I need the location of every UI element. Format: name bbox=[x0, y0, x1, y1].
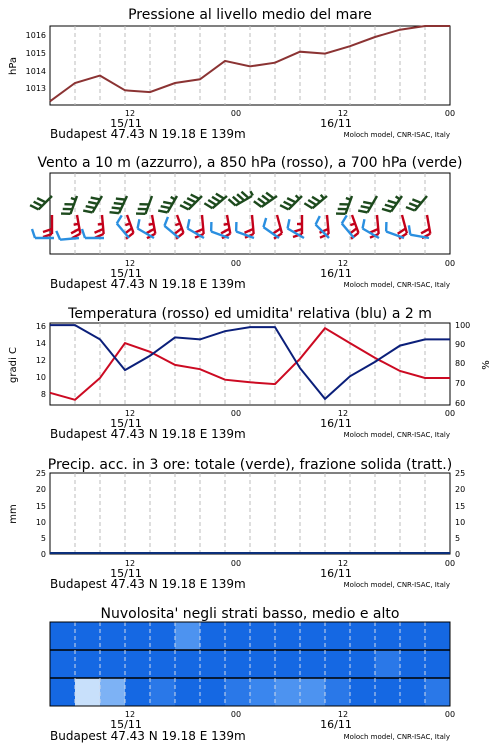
cloud-cell bbox=[275, 622, 301, 650]
precip-ytick: 5 bbox=[40, 534, 46, 543]
temp-ytick: 14 bbox=[35, 339, 46, 348]
location-label: Budapest 47.43 N 19.18 E 139m bbox=[50, 127, 246, 141]
wind-panel bbox=[30, 155, 462, 291]
precip-ytick: 0 bbox=[40, 550, 46, 559]
precip-ytick: 10 bbox=[35, 518, 46, 527]
rh-ytick: 100 bbox=[455, 321, 471, 330]
hour-label: 12 bbox=[337, 710, 349, 719]
cloud-cell bbox=[175, 650, 201, 678]
hour-label: 12 bbox=[124, 109, 136, 118]
wind-barb bbox=[30, 196, 52, 209]
hour-label: 00 bbox=[444, 259, 456, 268]
rh-ytick: 90 bbox=[455, 340, 466, 349]
hour-label: 00 bbox=[444, 559, 456, 568]
precip-ytick: 25 bbox=[455, 469, 466, 478]
date-label: 15/11 bbox=[110, 718, 142, 731]
credit-label: Moloch model, CNR-ISAC, Italy bbox=[343, 581, 450, 589]
temp-rh-title: Temperatura (rosso) ed umidita' relativa (blu) a 2 m bbox=[68, 306, 432, 322]
precip-ytick: 15 bbox=[455, 502, 466, 511]
date-label: 15/11 bbox=[110, 117, 142, 130]
rh-ytick: 70 bbox=[455, 379, 466, 388]
cloud-cell bbox=[125, 622, 151, 650]
hour-label: 12 bbox=[124, 409, 136, 418]
precip-ytick: 15 bbox=[35, 502, 46, 511]
cloud-cell bbox=[375, 678, 401, 706]
pressure-ytick: 1016 bbox=[25, 31, 46, 40]
cloud-cell bbox=[225, 622, 251, 650]
date-label: 15/11 bbox=[110, 567, 142, 580]
rh-ytick: 60 bbox=[455, 399, 466, 408]
cloud-cell bbox=[250, 678, 276, 706]
wind-plot-area bbox=[50, 173, 450, 254]
cloud-cell bbox=[200, 622, 226, 650]
precip-ytick: 10 bbox=[455, 518, 466, 527]
cloud-cell bbox=[325, 650, 351, 678]
hour-label: 00 bbox=[230, 259, 242, 268]
cloud-cell bbox=[275, 678, 301, 706]
cloud-cell bbox=[75, 622, 101, 650]
hour-label: 00 bbox=[444, 710, 456, 719]
pressure-x-axis bbox=[50, 109, 455, 141]
date-label: 15/11 bbox=[110, 417, 142, 430]
cloud-cell bbox=[425, 678, 451, 706]
date-label: 16/11 bbox=[320, 267, 352, 280]
cloud-cell bbox=[350, 622, 376, 650]
location-label: Budapest 47.43 N 19.18 E 139m bbox=[50, 427, 246, 441]
credit-label: Moloch model, CNR-ISAC, Italy bbox=[343, 733, 450, 741]
cloud-cell bbox=[425, 650, 451, 678]
rh-y-ticks bbox=[455, 321, 470, 408]
precip-ytick: 20 bbox=[455, 485, 466, 494]
pressure-ylabel: hPa bbox=[8, 56, 19, 76]
cloud-x-axis bbox=[50, 710, 455, 743]
precip-panel bbox=[8, 457, 465, 591]
date-label: 16/11 bbox=[320, 718, 352, 731]
date-label: 15/11 bbox=[110, 267, 142, 280]
precip-ytick: 0 bbox=[455, 550, 461, 559]
hour-label: 12 bbox=[337, 259, 349, 268]
precip-ytick: 5 bbox=[455, 534, 461, 543]
cloud-cell bbox=[375, 650, 401, 678]
cloud-cell bbox=[50, 622, 76, 650]
location-label: Budapest 47.43 N 19.18 E 139m bbox=[50, 729, 246, 743]
cloud-cell bbox=[275, 650, 301, 678]
cloud-cell bbox=[150, 678, 176, 706]
precip-title: Precip. acc. in 3 ore: totale (verde), frazione solida (tratt.) bbox=[47, 457, 453, 473]
cloud-cell bbox=[325, 622, 351, 650]
precip-x-axis bbox=[50, 559, 455, 591]
cloud-cell bbox=[150, 650, 176, 678]
hour-label: 00 bbox=[230, 109, 242, 118]
cloud-cell bbox=[100, 622, 126, 650]
temp-ylabel: gradi C bbox=[8, 347, 19, 383]
temp-ytick: 12 bbox=[35, 356, 46, 365]
hour-label: 12 bbox=[337, 109, 349, 118]
temp-rh-x-axis bbox=[50, 409, 455, 441]
temp-y-ticks bbox=[36, 322, 46, 399]
pressure-ytick: 1015 bbox=[25, 49, 46, 58]
cloud-cell bbox=[125, 678, 151, 706]
pressure-title: Pressione al livello medio del mare bbox=[128, 7, 372, 23]
cloud-cell bbox=[325, 678, 351, 706]
hour-label: 00 bbox=[444, 409, 456, 418]
precip-ylabel: mm bbox=[8, 504, 19, 524]
location-label: Budapest 47.43 N 19.18 E 139m bbox=[50, 277, 246, 291]
cloud-cell bbox=[75, 678, 101, 706]
cloud-title: Nuvolosita' negli strati basso, medio e alto bbox=[100, 606, 400, 622]
cloud-cell bbox=[200, 678, 226, 706]
cloud-cell bbox=[300, 622, 326, 650]
pressure-panel bbox=[8, 7, 455, 141]
date-label: 16/11 bbox=[320, 117, 352, 130]
hour-label: 00 bbox=[444, 109, 456, 118]
rh-ytick: 80 bbox=[455, 359, 466, 368]
date-label: 16/11 bbox=[320, 567, 352, 580]
cloud-cell bbox=[50, 678, 76, 706]
hour-label: 12 bbox=[337, 409, 349, 418]
wind-title: Vento a 10 m (azzurro), a 850 hPa (rosso), a 700 hPa (verde) bbox=[37, 155, 463, 171]
pressure-ytick: 1014 bbox=[25, 67, 46, 76]
cloud-cell bbox=[350, 650, 376, 678]
cloud-cell bbox=[250, 622, 276, 650]
temp-ytick: 16 bbox=[35, 322, 46, 331]
cloud-cell bbox=[100, 650, 126, 678]
wind-x-axis bbox=[50, 259, 455, 291]
precip-y-ticks-left bbox=[36, 469, 46, 559]
cloud-cell bbox=[225, 678, 251, 706]
hour-label: 12 bbox=[337, 559, 349, 568]
location-label: Budapest 47.43 N 19.18 E 139m bbox=[50, 577, 246, 591]
cloud-panel bbox=[50, 606, 455, 743]
credit-label: Moloch model, CNR-ISAC, Italy bbox=[343, 431, 450, 439]
temp-ytick: 10 bbox=[35, 373, 46, 382]
hour-label: 12 bbox=[124, 559, 136, 568]
precip-ytick: 20 bbox=[35, 485, 46, 494]
hour-label: 00 bbox=[230, 409, 242, 418]
cloud-cell bbox=[175, 678, 201, 706]
cloud-cell bbox=[425, 622, 451, 650]
precip-ytick: 25 bbox=[35, 469, 46, 478]
pressure-ytick: 1013 bbox=[25, 84, 46, 93]
cloud-cell bbox=[75, 650, 101, 678]
cloud-cell bbox=[225, 650, 251, 678]
cloud-cell bbox=[300, 650, 326, 678]
cloud-cell bbox=[300, 678, 326, 706]
precip-plot-area bbox=[50, 473, 450, 554]
cloud-cell bbox=[400, 650, 426, 678]
precip-y-ticks-right bbox=[455, 469, 465, 559]
pressure-y-ticks bbox=[26, 31, 46, 93]
cloud-cell bbox=[125, 650, 151, 678]
cloud-cell bbox=[350, 678, 376, 706]
hour-label: 12 bbox=[124, 710, 136, 719]
temp-rh-panel bbox=[8, 306, 492, 441]
rh-ylabel: % bbox=[481, 360, 492, 370]
cloud-cell bbox=[250, 650, 276, 678]
cloud-cell bbox=[400, 678, 426, 706]
cloud-cell bbox=[175, 622, 201, 650]
temp-ytick: 8 bbox=[40, 390, 46, 399]
hour-label: 00 bbox=[230, 710, 242, 719]
hour-label: 12 bbox=[124, 259, 136, 268]
cloud-cell bbox=[200, 650, 226, 678]
date-label: 16/11 bbox=[320, 417, 352, 430]
cloud-cell bbox=[375, 622, 401, 650]
cloud-cell bbox=[100, 678, 126, 706]
cloud-cell bbox=[400, 622, 426, 650]
credit-label: Moloch model, CNR-ISAC, Italy bbox=[343, 281, 450, 289]
hour-label: 00 bbox=[230, 559, 242, 568]
credit-label: Moloch model, CNR-ISAC, Italy bbox=[343, 131, 450, 139]
cloud-cell bbox=[150, 622, 176, 650]
cloud-cell bbox=[50, 650, 76, 678]
